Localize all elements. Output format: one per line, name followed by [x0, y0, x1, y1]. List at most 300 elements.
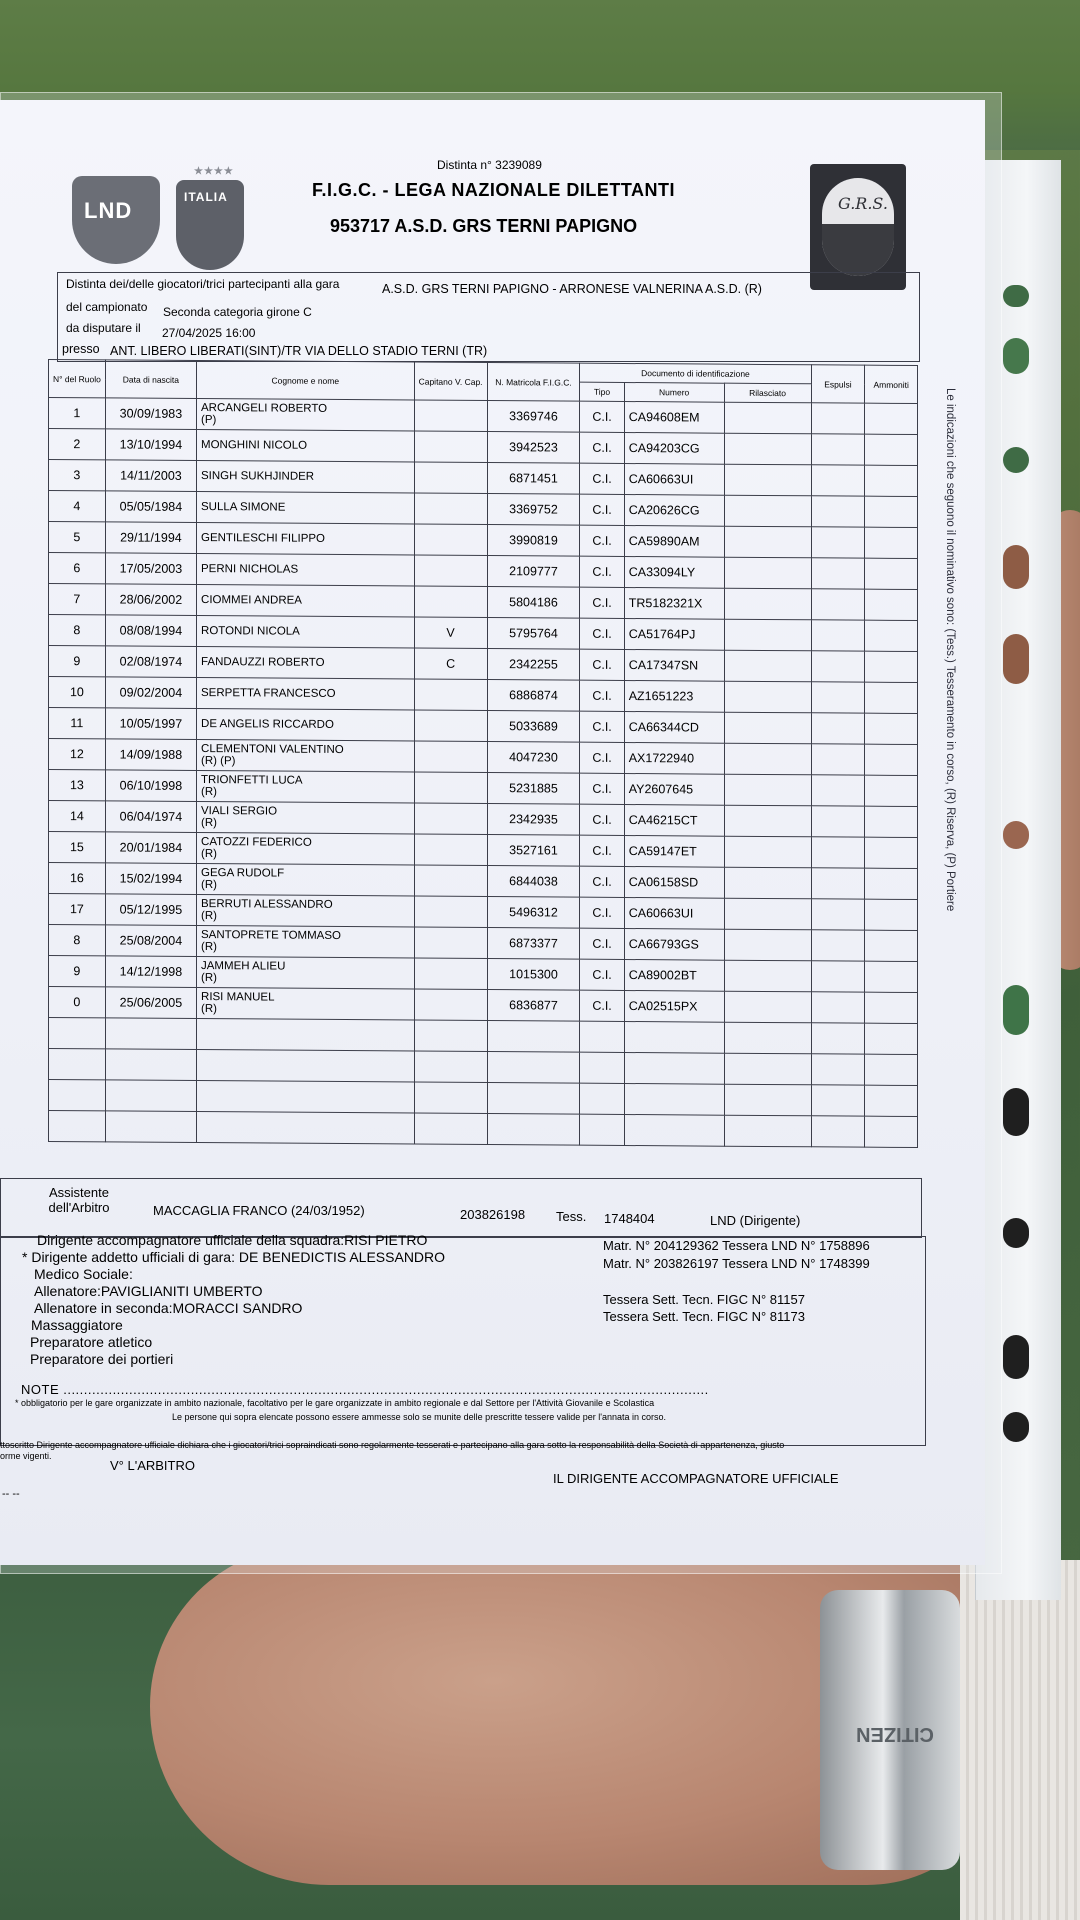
player-name-text: ARCANGELI ROBERTO: [201, 402, 328, 415]
empty-cell: [811, 527, 865, 558]
empty-cell: [724, 619, 811, 651]
empty-cell: [724, 588, 811, 620]
player-mat: 6871451: [487, 463, 580, 495]
player-doc: CA94608EM: [624, 401, 724, 433]
player-status: (P): [201, 414, 217, 427]
player-tipo: C.I.: [580, 618, 624, 649]
player-date: 25/08/2004: [105, 925, 196, 957]
col-ruolo: N° del Ruolo: [49, 359, 106, 397]
empty-cell: [624, 1021, 724, 1053]
italia-logo: ★★★★ ITALIA: [176, 180, 244, 270]
player-doc: CA06158SD: [624, 866, 724, 898]
empty-cell: [414, 1113, 487, 1145]
player-name-text: ROTONDI NICOLA: [201, 625, 300, 638]
player-cap: [414, 834, 487, 866]
player-name-text: SULLA SIMONE: [201, 501, 286, 514]
player-n: 8: [49, 614, 106, 645]
empty-cell: [580, 1052, 624, 1083]
player-doc: CA02515PX: [624, 990, 724, 1022]
staff-sett-1: Tessera Sett. Tecn. FIGC N° 81157: [603, 1292, 805, 1307]
player-name-text: SERPETTA FRANCESCO: [201, 687, 336, 700]
player-doc: CA17347SN: [624, 649, 724, 681]
player-status: (R): [201, 941, 217, 954]
player-name-text: CLEMENTONI VALENTINO: [201, 743, 344, 757]
empty-cell: [865, 465, 918, 496]
player-cap: [414, 586, 487, 618]
player-name: [197, 956, 415, 989]
dashes: -- --: [2, 1488, 20, 1500]
col-documento: Documento di identificazione: [580, 363, 811, 384]
empty-cell: [811, 651, 865, 682]
player-name-text: MONGHINI NICOLO: [201, 439, 308, 452]
player-name: [197, 925, 415, 958]
player-n: 8: [49, 924, 106, 955]
col-matricola: N. Matricola F.I.G.C.: [487, 363, 580, 402]
player-n: 0: [49, 986, 106, 1017]
empty-cell: [724, 960, 811, 992]
empty-cell: [811, 868, 865, 899]
staff-addetto: * Dirigente addetto ufficiali di gara: DE BENEDICTIS ALESSANDRO: [22, 1249, 446, 1265]
player-mat: 5795764: [487, 618, 580, 650]
player-mat: 2342935: [487, 804, 580, 836]
team-title: 953717 A.S.D. GRS TERNI PAPIGNO: [330, 216, 638, 236]
empty-cell: [105, 1111, 196, 1143]
col-numero: Numero: [624, 382, 724, 402]
player-doc: CA59890AM: [624, 525, 724, 557]
player-status: (R): [201, 1003, 217, 1016]
player-name: [197, 398, 415, 431]
empty-cell: [865, 403, 918, 434]
empty-cell: [724, 805, 811, 837]
staff-dirigente: Dirigente accompagnatore ufficiale della squadra:RISI PIETRO: [37, 1232, 428, 1248]
player-n: 13: [49, 769, 106, 800]
empty-cell: [49, 1017, 106, 1048]
empty-cell: [105, 1018, 196, 1050]
player-name: [197, 646, 415, 679]
empty-cell: [865, 1085, 918, 1116]
match-date: 27/04/2025 16:00: [162, 326, 256, 340]
empty-cell: [811, 713, 865, 744]
player-status: (R) (P): [201, 755, 236, 768]
empty-cell: [865, 992, 918, 1023]
player-name-text: FANDAUZZI ROBERTO: [201, 656, 325, 669]
empty-cell: [724, 526, 811, 558]
note-fine-1: * obbligatorio per le gare organizzate in ambito nazionale, facoltativo per le gare organizzate in ambito regionale e dal Settore per l'Attività Giovanile e Scolastica: [15, 1398, 655, 1408]
assistant-number: 203826198: [460, 1207, 526, 1222]
player-name-text: CATOZZI FEDERICO: [201, 836, 312, 849]
empty-cell: [865, 1054, 918, 1085]
player-name-text: JAMMEH ALIEU: [201, 960, 286, 973]
empty-cell: [49, 1110, 106, 1141]
empty-cell: [724, 1115, 811, 1147]
col-nome: Cognome e nome: [197, 360, 415, 400]
empty-cell: [865, 651, 918, 682]
player-n: 7: [49, 583, 106, 614]
col-ammoniti: Ammoniti: [865, 365, 918, 403]
player-name-text: PERNI NICHOLAS: [201, 563, 299, 576]
player-date: 05/12/1995: [105, 894, 196, 926]
empty-cell: [724, 495, 811, 527]
assistant-role: LND (Dirigente): [710, 1213, 801, 1228]
player-name-text: TRIONFETTI LUCA: [201, 774, 303, 787]
players-table: [48, 359, 918, 1148]
player-date: 25/06/2005: [105, 987, 196, 1019]
empty-cell: [624, 1114, 724, 1146]
empty-cell: [811, 992, 865, 1023]
binder-hole: [1003, 447, 1029, 473]
player-date: 08/08/1994: [105, 615, 196, 647]
empty-cell: [865, 713, 918, 744]
empty-cell: [580, 1021, 624, 1052]
empty-cell: [724, 1022, 811, 1054]
empty-cell: [197, 1111, 415, 1144]
binder-hole: [1003, 1412, 1029, 1442]
player-status: (R): [201, 786, 217, 799]
empty-cell: [865, 1023, 918, 1054]
watch-brand: CITIZEN: [856, 1723, 934, 1745]
col-capitano: Capitano V. Cap.: [414, 362, 487, 401]
player-doc: CA59147ET: [624, 835, 724, 867]
binder-hole: [1003, 634, 1029, 684]
player-tipo: C.I.: [580, 494, 624, 525]
match-label-3: da disputare il: [66, 321, 141, 335]
player-doc: CA89002BT: [624, 959, 724, 991]
note-fine-2: Le persone qui sopra elencate possono essere ammesse solo se munite delle prescritte tessere valide per l'annata in corso.: [172, 1412, 666, 1422]
player-name: [197, 584, 415, 617]
player-date: 13/10/1994: [105, 429, 196, 461]
player-tipo: C.I.: [580, 711, 624, 742]
empty-cell: [865, 527, 918, 558]
empty-cell: [724, 867, 811, 899]
player-doc: CA60663UI: [624, 897, 724, 929]
player-n: 5: [49, 521, 106, 552]
player-name: [197, 708, 415, 741]
player-tipo: C.I.: [580, 866, 624, 897]
empty-cell: [49, 1079, 106, 1110]
empty-cell: [811, 620, 865, 651]
player-doc: AY2607645: [624, 773, 724, 805]
player-mat: 3942523: [487, 432, 580, 464]
empty-cell: [811, 899, 865, 930]
player-mat: 5231885: [487, 773, 580, 805]
player-n: 9: [49, 645, 106, 676]
player-n: 6: [49, 552, 106, 583]
empty-cell: [811, 496, 865, 527]
player-mat: 1015300: [487, 959, 580, 991]
player-doc: CA94203CG: [624, 432, 724, 464]
player-cap: [414, 741, 487, 773]
player-cap: [414, 462, 487, 494]
player-mat: 3369746: [487, 401, 580, 433]
player-date: 30/09/1983: [105, 398, 196, 430]
player-mat: 5033689: [487, 711, 580, 743]
player-cap: [414, 555, 487, 587]
player-name: [197, 770, 415, 803]
empty-cell: [724, 1053, 811, 1085]
empty-cell: [105, 1049, 196, 1081]
player-name-text: CIOMMEI ANDREA: [201, 594, 302, 607]
player-name: [197, 677, 415, 710]
player-tipo: C.I.: [580, 556, 624, 587]
staff-matr-1: Matr. N° 204129362 Tessera LND N° 1758896: [603, 1238, 870, 1253]
empty-cell: [865, 775, 918, 806]
player-date: 28/06/2002: [105, 584, 196, 616]
empty-cell: [811, 465, 865, 496]
empty-cell: [865, 899, 918, 930]
player-cap: [414, 865, 487, 897]
empty-cell: [811, 775, 865, 806]
binder-hole: [1003, 1088, 1029, 1136]
player-status: (R): [201, 910, 217, 923]
empty-cell: [724, 743, 811, 775]
player-name-text: RISI MANUEL: [201, 991, 275, 1004]
player-date: 14/12/1998: [105, 956, 196, 988]
empty-cell: [197, 1018, 415, 1051]
empty-cell: [811, 1054, 865, 1085]
empty-cell: [865, 837, 918, 868]
empty-cell: [865, 620, 918, 651]
player-doc: CA46215CT: [624, 804, 724, 836]
player-status: (R): [201, 972, 217, 985]
empty-cell: [865, 682, 918, 713]
player-date: 15/02/1994: [105, 863, 196, 895]
player-name: [197, 801, 415, 834]
player-mat: 2109777: [487, 556, 580, 588]
player-mat: 5496312: [487, 897, 580, 929]
col-tipo: Tipo: [580, 382, 624, 401]
player-tipo: C.I.: [580, 959, 624, 990]
empty-cell: [580, 1114, 624, 1145]
empty-cell: [811, 403, 865, 434]
player-cap: [414, 772, 487, 804]
empty-cell: [865, 558, 918, 589]
player-cap: [414, 958, 487, 990]
player-name: [197, 460, 415, 493]
player-mat: 3369752: [487, 494, 580, 526]
player-date: 29/11/1994: [105, 522, 196, 554]
empty-cell: [865, 434, 918, 465]
empty-cell: [414, 1082, 487, 1114]
empty-cell: [865, 930, 918, 961]
staff-allenatore: Allenatore:PAVIGLIANITI UMBERTO: [34, 1283, 263, 1299]
player-name-text: DE ANGELIS RICCARDO: [201, 718, 334, 731]
player-cap: [414, 400, 487, 432]
player-name: [197, 429, 415, 462]
match-venue: ANT. LIBERO LIBERATI(SINT)/TR VIA DELLO STADIO TERNI (TR): [110, 344, 488, 358]
empty-cell: [811, 434, 865, 465]
player-date: 09/02/2004: [105, 677, 196, 709]
player-name: [197, 863, 415, 896]
player-name-text: GEGA RUDOLF: [201, 867, 285, 880]
empty-cell: [487, 1052, 580, 1084]
player-mat: 6844038: [487, 866, 580, 898]
empty-cell: [865, 961, 918, 992]
empty-cell: [865, 744, 918, 775]
player-n: 14: [49, 800, 106, 831]
staff-medico: Medico Sociale:: [34, 1266, 133, 1282]
side-legend-note: Le indicazioni che seguono il nominativo sono: (Tess.) Tesseramento in corso, (R) Riserva, (P) Portiere: [944, 388, 956, 912]
player-doc: CA20626CG: [624, 494, 724, 526]
player-tipo: C.I.: [580, 680, 624, 711]
note-fine-4: orme vigenti.: [0, 1451, 52, 1461]
player-name-text: BERRUTI ALESSANDRO: [201, 898, 333, 911]
staff-massaggiatore: Massaggiatore: [31, 1317, 123, 1333]
empty-cell: [487, 1114, 580, 1146]
note-line: NOTE .............................................................................................................................................................: [21, 1382, 709, 1397]
player-tipo: C.I.: [580, 897, 624, 928]
empty-cell: [811, 961, 865, 992]
empty-cell: [811, 1085, 865, 1116]
binder-hole: [1003, 285, 1029, 307]
player-cap: [414, 710, 487, 742]
note-fine-3: ttoscritto Dirigente accompagnatore ufficiale dichiara che i giocatori/trici sopraindicati sono regolarmente tesserati e partecipano alla gara sotto la responsabilità della Società di appartenenza, giusto: [0, 1440, 785, 1450]
empty-cell: [811, 837, 865, 868]
player-doc: CA51764PJ: [624, 618, 724, 650]
col-espulsi: Espulsi: [811, 365, 865, 403]
player-tipo: C.I.: [580, 804, 624, 835]
player-cap: C: [414, 648, 487, 680]
col-nascita: Data di nascita: [105, 360, 196, 399]
empty-cell: [724, 929, 811, 961]
binder-hole: [1003, 821, 1029, 849]
empty-cell: [811, 1116, 865, 1147]
player-doc: AX1722940: [624, 742, 724, 774]
player-name: [197, 615, 415, 648]
official-signature-label: IL DIRIGENTE ACCOMPAGNATORE UFFICIALE: [553, 1471, 839, 1486]
player-date: 06/04/1974: [105, 801, 196, 833]
player-tipo: C.I.: [580, 835, 624, 866]
player-tipo: C.I.: [580, 649, 624, 680]
player-tipo: C.I.: [580, 742, 624, 773]
empty-cell: [811, 806, 865, 837]
player-n: 2: [49, 428, 106, 459]
empty-cell: [811, 1023, 865, 1054]
player-cap: [414, 989, 487, 1021]
player-doc: TR5182321X: [624, 587, 724, 619]
player-n: 11: [49, 707, 106, 738]
player-cap: [414, 524, 487, 556]
player-name: [197, 522, 415, 555]
empty-cell: [105, 1080, 196, 1112]
player-mat: 6873377: [487, 928, 580, 960]
player-tipo: C.I.: [580, 463, 624, 494]
player-date: 02/08/1974: [105, 646, 196, 678]
player-status: (R): [201, 879, 217, 892]
empty-cell: [414, 1051, 487, 1083]
player-tipo: C.I.: [580, 432, 624, 463]
player-name: [197, 987, 415, 1020]
player-date: 14/11/2003: [105, 460, 196, 492]
empty-row: [49, 1110, 918, 1147]
empty-cell: [724, 681, 811, 713]
player-n: 17: [49, 893, 106, 924]
binder-hole: [1003, 1218, 1029, 1248]
empty-cell: [724, 774, 811, 806]
player-name-text: SINGH SUKHJINDER: [201, 470, 315, 483]
empty-cell: [724, 898, 811, 930]
staff-allenatore-seconda: Allenatore in seconda:MORACCI SANDRO: [34, 1300, 303, 1316]
empty-cell: [811, 558, 865, 589]
player-cap: [414, 803, 487, 835]
player-tipo: C.I.: [580, 990, 624, 1021]
empty-cell: [724, 991, 811, 1023]
player-date: 06/10/1998: [105, 770, 196, 802]
player-n: 1: [49, 397, 106, 428]
org-title: F.I.G.C. - LEGA NAZIONALE DILETTANTI: [312, 180, 675, 200]
player-n: 16: [49, 862, 106, 893]
player-doc: CA60663UI: [624, 463, 724, 495]
empty-cell: [197, 1080, 415, 1113]
binder-hole: [1003, 338, 1029, 374]
empty-cell: [49, 1048, 106, 1079]
player-status: (R): [201, 817, 217, 830]
empty-cell: [724, 464, 811, 496]
match-label-1: Distinta dei/delle giocatori/trici partecipanti alla gara: [66, 277, 340, 291]
player-doc: CA66344CD: [624, 711, 724, 743]
empty-cell: [724, 557, 811, 589]
player-status: (R): [201, 848, 217, 861]
empty-cell: [811, 930, 865, 961]
player-name-text: VIALI SERGIO: [201, 805, 278, 818]
assistant-tess-number: 1748404: [604, 1211, 655, 1226]
empty-cell: [811, 589, 865, 620]
empty-cell: [865, 806, 918, 837]
player-name: [197, 832, 415, 865]
player-tipo: C.I.: [580, 928, 624, 959]
player-date: 14/09/1988: [105, 739, 196, 771]
player-mat: 4047230: [487, 742, 580, 774]
player-doc: CA33094LY: [624, 556, 724, 588]
staff-matr-2: Matr. N° 203826197 Tessera LND N° 1748399: [603, 1256, 870, 1271]
player-n: 3: [49, 459, 106, 490]
player-date: 17/05/2003: [105, 553, 196, 585]
player-name-text: GENTILESCHI FILIPPO: [201, 532, 325, 545]
empty-cell: [724, 650, 811, 682]
match-championship: Seconda categoria girone C: [163, 305, 312, 319]
player-cap: V: [414, 617, 487, 649]
player-name: [197, 894, 415, 927]
player-n: 15: [49, 831, 106, 862]
player-tipo: C.I.: [580, 587, 624, 618]
shirt-sleeve: [960, 1560, 1080, 1920]
col-rilasciato: Rilasciato: [724, 383, 811, 403]
player-mat: 3990819: [487, 525, 580, 557]
player-date: 05/05/1984: [105, 491, 196, 523]
player-mat: 5804186: [487, 587, 580, 619]
empty-cell: [197, 1049, 415, 1082]
empty-cell: [811, 744, 865, 775]
empty-cell: [414, 1020, 487, 1052]
player-cap: [414, 896, 487, 928]
empty-cell: [724, 1084, 811, 1116]
distinta-number: Distinta n° 3239089: [437, 158, 542, 172]
match-label-2: del campionato: [66, 300, 148, 314]
staff-preparatore-portieri: Preparatore dei portieri: [30, 1351, 174, 1367]
empty-cell: [624, 1052, 724, 1084]
grs-club-logo: G.R.S.: [810, 164, 906, 290]
player-cap: [414, 679, 487, 711]
empty-cell: [865, 1116, 918, 1147]
staff-sett-2: Tessera Sett. Tecn. FIGC N° 81173: [603, 1309, 805, 1324]
referee-signature-label: V° L'ARBITRO: [110, 1458, 195, 1473]
empty-cell: [624, 1083, 724, 1115]
player-tipo: C.I.: [580, 401, 624, 432]
player-n: 9: [49, 955, 106, 986]
staff-preparatore: Preparatore atletico: [30, 1334, 153, 1350]
empty-cell: [865, 589, 918, 620]
match-teams: A.S.D. GRS TERNI PAPIGNO - ARRONESE VALNERINA A.S.D. (R): [382, 282, 762, 296]
player-doc: AZ1651223: [624, 680, 724, 712]
